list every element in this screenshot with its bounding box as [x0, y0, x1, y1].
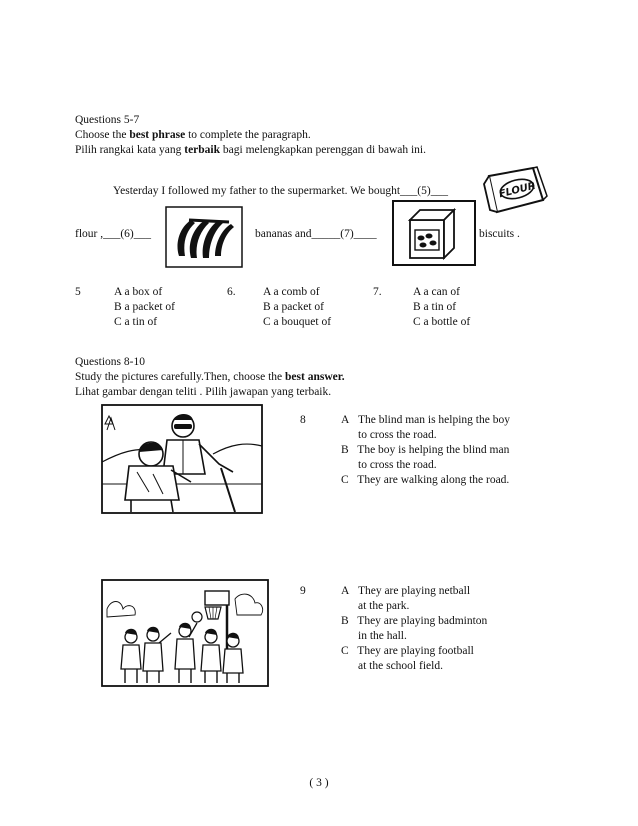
q5-option-c[interactable]: C a tin of: [114, 316, 158, 328]
q8-number: 8: [300, 414, 306, 426]
q8-options: [341, 413, 510, 488]
q5-option-a[interactable]: A a box of: [114, 286, 163, 298]
q8-option-c[interactable]: C They are walking along the road.: [341, 474, 510, 486]
q9-picture: [101, 579, 269, 687]
section2-heading: Questions 8-10: [75, 356, 145, 368]
paragraph-part-biscuits: biscuits .: [479, 228, 520, 240]
q6-options: [263, 285, 331, 330]
flour-bag-picture: [481, 166, 549, 216]
q7-option-a[interactable]: A a can of: [413, 286, 460, 298]
q6-option-a[interactable]: A a comb of: [263, 286, 320, 298]
q7-option-b[interactable]: B a tin of: [413, 301, 457, 313]
section2-instruction-en: Study the pictures carefully.Then, choose the best answer.: [75, 371, 345, 383]
page-number: ( 3 ): [309, 777, 329, 789]
paragraph-part-flour: flour ,___(6)___: [75, 228, 152, 240]
q6-number: 6.: [227, 286, 236, 298]
section2-instruction-ms: Lihat gambar dengan teliti . Pilih jawapan yang terbaik.: [75, 386, 332, 398]
section1-instruction-ms: Pilih rangkai kata yang terbaik bagi melengkapkan perenggan di bawah ini.: [75, 144, 426, 156]
q8-picture: [101, 404, 263, 514]
q6-option-c[interactable]: C a bouquet of: [263, 316, 332, 328]
q5-option-b[interactable]: B a packet of: [114, 301, 175, 313]
biscuit-box-picture: [392, 200, 476, 266]
q7-options: [413, 285, 470, 330]
q9-option-a[interactable]: A They are playing netball at the park.: [341, 585, 471, 612]
q7-number: 7.: [373, 286, 382, 298]
q5-options: [114, 285, 175, 330]
q9-options: [341, 584, 487, 674]
section1-instruction-en: Choose the best phrase to complete the paragraph.: [75, 129, 311, 141]
q7-option-c[interactable]: C a bottle of: [413, 316, 471, 328]
q8-option-b[interactable]: B The boy is helping the blind man to cross the road.: [341, 444, 510, 471]
q9-number: 9: [300, 585, 306, 597]
paragraph-part-bananas: bananas and_____(7)____: [255, 228, 377, 240]
q8-option-a[interactable]: A The blind man is helping the boy to cross the road.: [341, 414, 510, 441]
paragraph-line-1: Yesterday I followed my father to the supermarket. We bought___(5)___: [113, 185, 448, 197]
q5-number: 5: [75, 286, 81, 298]
q6-option-b[interactable]: B a packet of: [263, 301, 324, 313]
q9-option-b[interactable]: B They are playing badminton in the hall.: [341, 615, 488, 642]
bananas-picture: [165, 206, 243, 268]
flour-bag-label: FLOUR: [497, 180, 537, 201]
q9-option-c[interactable]: C They are playing football at the school field.: [341, 645, 474, 672]
section1-heading: Questions 5-7: [75, 114, 140, 126]
